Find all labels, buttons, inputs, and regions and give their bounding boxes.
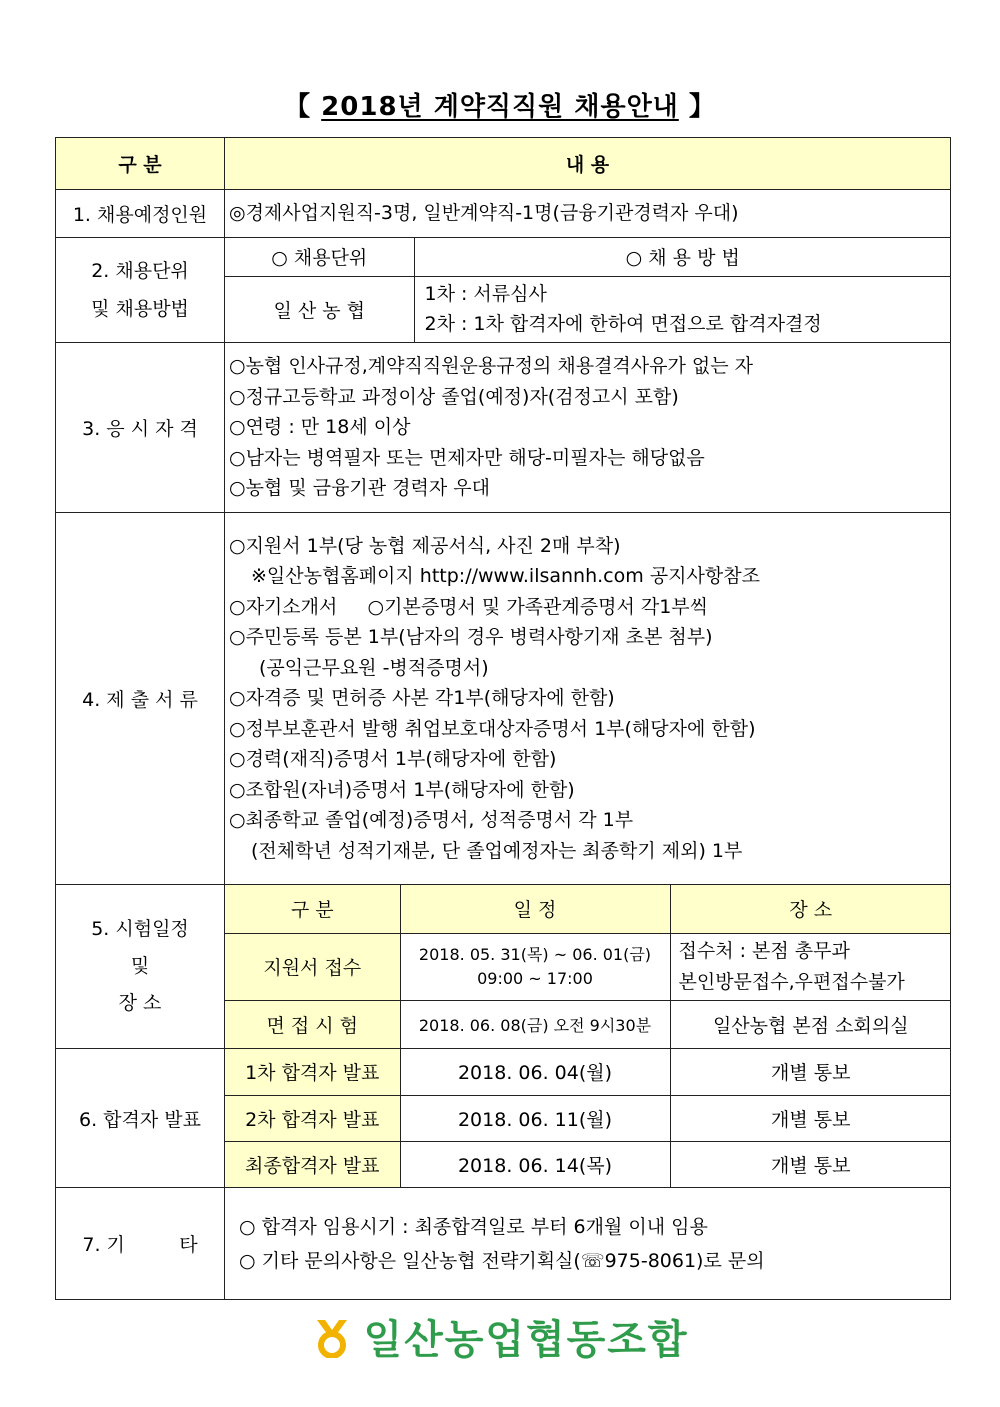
- schedule-label-line3: 장 소: [118, 992, 162, 1014]
- document-item: ○주민등록 등본 1부(남자의 경우 병력사항기재 초본 첨부): [229, 626, 713, 649]
- apply-label: 지원서 접수: [225, 933, 400, 1000]
- unit-header: ○ 채용단위: [225, 238, 414, 276]
- unit-method-table: [225, 238, 951, 342]
- qualification-item: ○남자는 병역필자 또는 면제자만 해당-미필자는 해당없음: [229, 446, 705, 469]
- schedule-col-date: 일 정: [400, 885, 670, 933]
- document-note: (공익근무요원 -병적증명서): [259, 656, 489, 679]
- schedule-row-apply: [225, 933, 951, 1000]
- interview-label: 면 접 시 험: [225, 1000, 400, 1048]
- announcement-row: [225, 1095, 951, 1141]
- schedule-cell: [225, 885, 951, 1049]
- unit-method-cell: [225, 238, 951, 343]
- qualification-item: ○연령 : 만 18세 이상: [229, 416, 411, 439]
- document-item: ○정부보훈관서 발행 취업보호대상자증명서 1부(해당자에 한함): [229, 717, 756, 740]
- apply-place: [670, 933, 951, 1000]
- schedule-table: [225, 885, 951, 1048]
- unit-method-label-line2: 및 채용방법: [91, 298, 189, 320]
- method-line-1: 1차 : 서류심사: [424, 283, 547, 306]
- qualification-label: 3. 응 시 자 격: [56, 343, 225, 513]
- unit-method-label: [56, 238, 225, 343]
- row-headcount: [56, 190, 951, 238]
- document-item: ○경력(재직)증명서 1부(해당자에 한함): [229, 748, 557, 771]
- row-schedule: [56, 885, 951, 1049]
- document-item: ○최종학교 졸업(예정)증명서, 성적증명서 각 1부: [229, 809, 634, 832]
- qualification-item: ○농협 인사규정,계약직직원운용규정의 채용결격사유가 없는 자: [229, 355, 753, 378]
- headcount-text: ◎경제사업지원직-3명, 일반계약직-1명(금융기관경력자 우대): [225, 190, 951, 238]
- announcement-method: 개별 통보: [670, 1095, 951, 1141]
- etc-label: 7. 기 타: [56, 1188, 225, 1300]
- method-line-2: 2차 : 1차 합격자에 한하여 면접으로 합격자결정: [424, 313, 822, 336]
- document-item: ○자기소개서 ○기본증명서 및 가족관계증명서 각1부씩: [229, 595, 708, 618]
- schedule-label: [56, 885, 225, 1049]
- document-note: (전체학년 성적기재분, 단 졸업예정자는 최종학기 제외) 1부: [251, 839, 743, 862]
- row-announcement: [56, 1049, 951, 1188]
- title-text: 2018년 계약직직원 채용안내: [321, 92, 679, 122]
- document-item: ○조합원(자녀)증명서 1부(해당자에 한함): [229, 778, 575, 801]
- document-item: ○자격증 및 면허증 사본 각1부(해당자에 한함): [229, 687, 615, 710]
- row-documents: [56, 513, 951, 885]
- etc-cell: [225, 1188, 951, 1300]
- schedule-header-row: [225, 885, 951, 933]
- page-title: [0, 86, 1000, 123]
- method-values: [414, 276, 951, 342]
- method-header: ○ 채 용 방 법: [414, 238, 951, 276]
- qualification-list: [225, 343, 951, 513]
- nonghyup-logo-icon: [311, 1316, 353, 1358]
- announcement-table: [225, 1049, 951, 1187]
- document-note: ※일산농협홈페이지 http://www.ilsannh.com 공지사항참조: [251, 565, 760, 588]
- row-qualification: [56, 343, 951, 513]
- apply-date: [400, 933, 670, 1000]
- header-content: 내 용: [225, 138, 951, 190]
- recruitment-table: [55, 137, 951, 1300]
- row-etc: [56, 1188, 951, 1300]
- announcement-date: 2018. 06. 11(월): [400, 1095, 670, 1141]
- header-category: 구 분: [56, 138, 225, 190]
- announcement-label: 6. 합격자 발표: [56, 1049, 225, 1188]
- row-unit-method: [56, 238, 951, 343]
- unit-method-label-line1: 2. 채용단위: [91, 260, 189, 282]
- qualification-item: ○농협 및 금융기관 경력자 우대: [229, 477, 490, 500]
- header-row: [56, 138, 951, 190]
- schedule-label-line2: 및: [130, 955, 150, 977]
- announcement-stage: 최종합격자 발표: [225, 1141, 400, 1187]
- logo-text: 일산농업협동조합: [363, 1317, 689, 1363]
- apply-place-line1: 접수처 : 본점 총무과: [678, 939, 850, 962]
- title-open-bracket: 【: [284, 92, 312, 122]
- document-item: ○지원서 1부(당 농협 제공서식, 사진 2매 부착): [229, 534, 621, 557]
- schedule-col-place: 장 소: [670, 885, 951, 933]
- footer-logo: [0, 1308, 1000, 1365]
- announcement-date: 2018. 06. 14(목): [400, 1141, 670, 1187]
- documents-list: [225, 513, 951, 885]
- apply-date-line2: 09:00 ~ 17:00: [477, 968, 593, 988]
- apply-place-line2: 본인방문접수,우편접수불가: [678, 970, 905, 993]
- etc-line-2: ○ 기타 문의사항은 일산농협 전략기획실(☏975-8061)로 문의: [239, 1249, 765, 1272]
- documents-label: 4. 제 출 서 류: [56, 513, 225, 885]
- schedule-col-category: 구 분: [225, 885, 400, 933]
- title-close-bracket: 】: [688, 92, 716, 122]
- announcement-cell: [225, 1049, 951, 1188]
- unit-value: 일 산 농 협: [225, 276, 414, 342]
- schedule-label-line1: 5. 시험일정: [91, 918, 189, 940]
- announcement-method: 개별 통보: [670, 1049, 951, 1095]
- announcement-method: 개별 통보: [670, 1141, 951, 1187]
- headcount-label: 1. 채용예정인원: [56, 190, 225, 238]
- qualification-item: ○정규고등학교 과정이상 졸업(예정)자(검정고시 포함): [229, 385, 679, 408]
- interview-date: 2018. 06. 08(금) 오전 9시30분: [400, 1000, 670, 1048]
- announcement-stage: 2차 합격자 발표: [225, 1095, 400, 1141]
- announcement-stage: 1차 합격자 발표: [225, 1049, 400, 1095]
- apply-date-line1: 2018. 05. 31(목) ~ 06. 01(금): [418, 944, 652, 964]
- schedule-row-interview: [225, 1000, 951, 1048]
- announcement-date: 2018. 06. 04(월): [400, 1049, 670, 1095]
- announcement-row: [225, 1049, 951, 1095]
- announcement-row: [225, 1141, 951, 1187]
- interview-place: 일산농협 본점 소회의실: [670, 1000, 951, 1048]
- etc-line-1: ○ 합격자 임용시기 : 최종합격일로 부터 6개월 이내 임용: [239, 1215, 708, 1238]
